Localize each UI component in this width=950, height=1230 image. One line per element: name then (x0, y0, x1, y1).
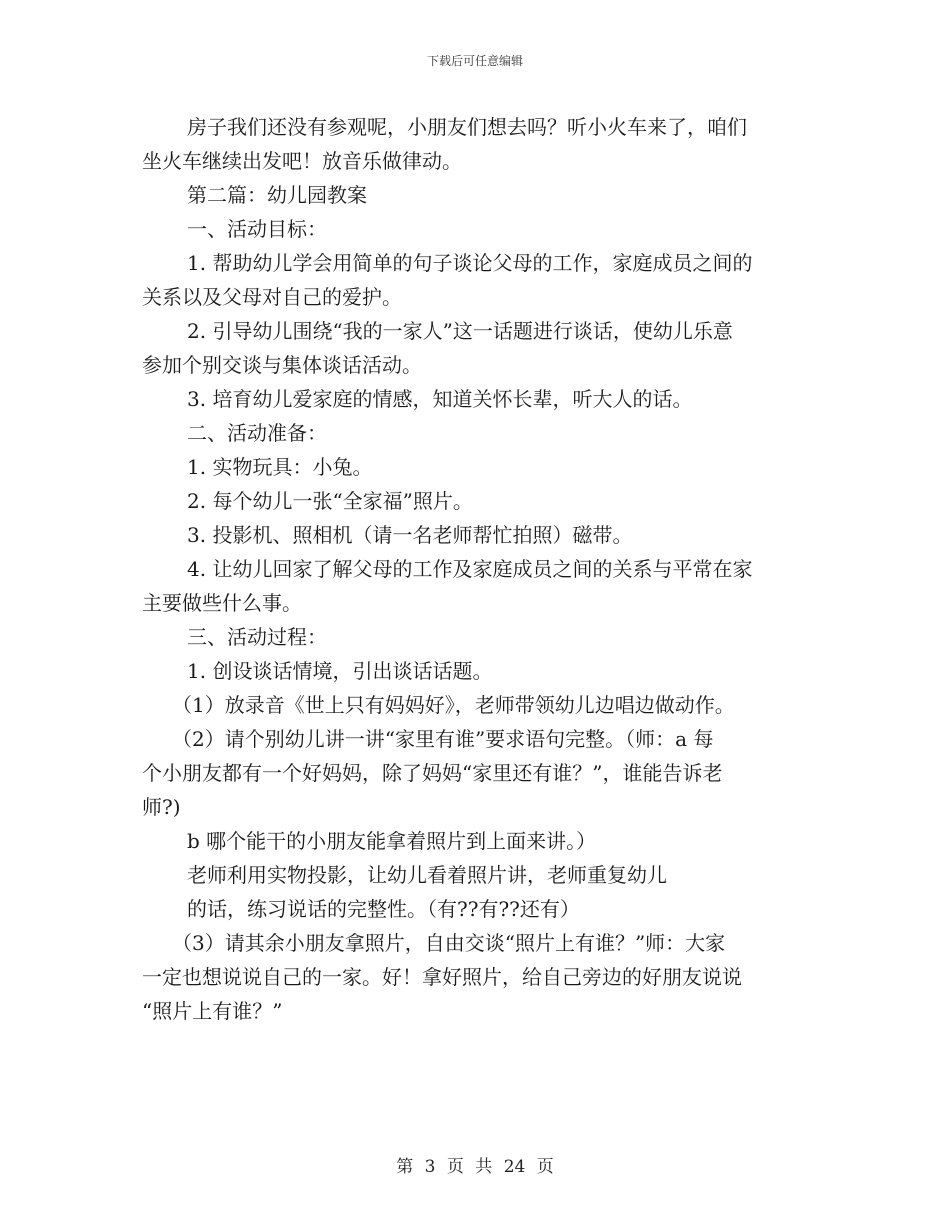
list-item: 2. 每个幼儿一张“全家福”照片。 (187, 489, 473, 513)
list-item: 3. 培育幼儿爱家庭的情感，知道关怀长辈，听大人的话。 (187, 387, 693, 411)
sub-item: （2）请个别幼儿讲一讲“家里有谁”要求语句完整。（师：a 每 (172, 727, 714, 751)
page-footer (0, 1152, 950, 1177)
list-item: 4. 让幼儿回家了解父母的工作及家庭成员之间的关系与平常在家 (187, 557, 753, 581)
list-item: 3. 投影机、照相机（请一名老师帮忙拍照）磁带。 (187, 523, 633, 547)
sub-item-continuation: “照片上有谁？” (142, 999, 283, 1023)
sub-item: （3）请其余小朋友拿照片，自由交谈“照片上有谁？”师：大家 (172, 931, 726, 955)
section-heading: 三、活动过程： (187, 625, 327, 649)
page-label-prefix: 第 (396, 1157, 414, 1177)
list-item-continuation: 主要做些什么事。 (142, 591, 302, 615)
page-number: 3 (424, 1157, 436, 1177)
paragraph-line: 的话，练习说话的完整性。（有??有??还有） (187, 897, 580, 921)
page-header: 下载后可任意编辑 (426, 54, 523, 68)
list-item-continuation: 参加个别交谈与集体谈话活动。 (142, 353, 422, 377)
page-label-mid1: 页 (446, 1157, 464, 1177)
sub-item-continuation: 个小朋友都有一个好妈妈，除了妈妈“家里还有谁？”，谁能告诉老 (142, 761, 723, 785)
list-item: 1. 帮助幼儿学会用简单的句子谈论父母的工作，家庭成员之间的 (187, 251, 753, 275)
section-heading: 二、活动准备： (187, 421, 327, 445)
paragraph-line: 房子我们还没有参观呢，小朋友们想去吗？听小火车来了，咱们 (187, 115, 747, 139)
paragraph-line: b 哪个能干的小朋友能拿着照片到上面来讲。） (187, 829, 597, 853)
section-title: 第二篇：幼儿园教案 (187, 183, 367, 207)
document-body (142, 110, 812, 1028)
section-heading: 一、活动目标： (187, 217, 327, 241)
paragraph-line: 坐火车继续出发吧！放音乐做律动。 (142, 149, 462, 173)
page-label-suffix: 页 (536, 1157, 554, 1177)
page-label-mid2: 共 (475, 1157, 493, 1177)
total-pages: 24 (503, 1157, 526, 1177)
list-item-continuation: 关系以及父母对自己的爱护。 (142, 285, 402, 309)
sub-item-continuation: 一定也想说说自己的一家。好！拿好照片，给自己旁边的好朋友说说 (142, 965, 742, 989)
sub-item: （1）放录音《世上只有妈妈好》，老师带领幼儿边唱边做动作。 (172, 693, 735, 717)
list-item: 1. 实物玩具：小兔。 (187, 455, 373, 479)
paragraph-line: 老师利用实物投影，让幼儿看着照片讲，老师重复幼儿 (187, 863, 667, 887)
list-item: 2. 引导幼儿围绕“我的一家人”这一话题进行谈话，使幼儿乐意 (187, 319, 733, 343)
list-item: 1. 创设谈话情境，引出谈话话题。 (187, 659, 493, 683)
sub-item-continuation: 师?) (142, 795, 181, 819)
